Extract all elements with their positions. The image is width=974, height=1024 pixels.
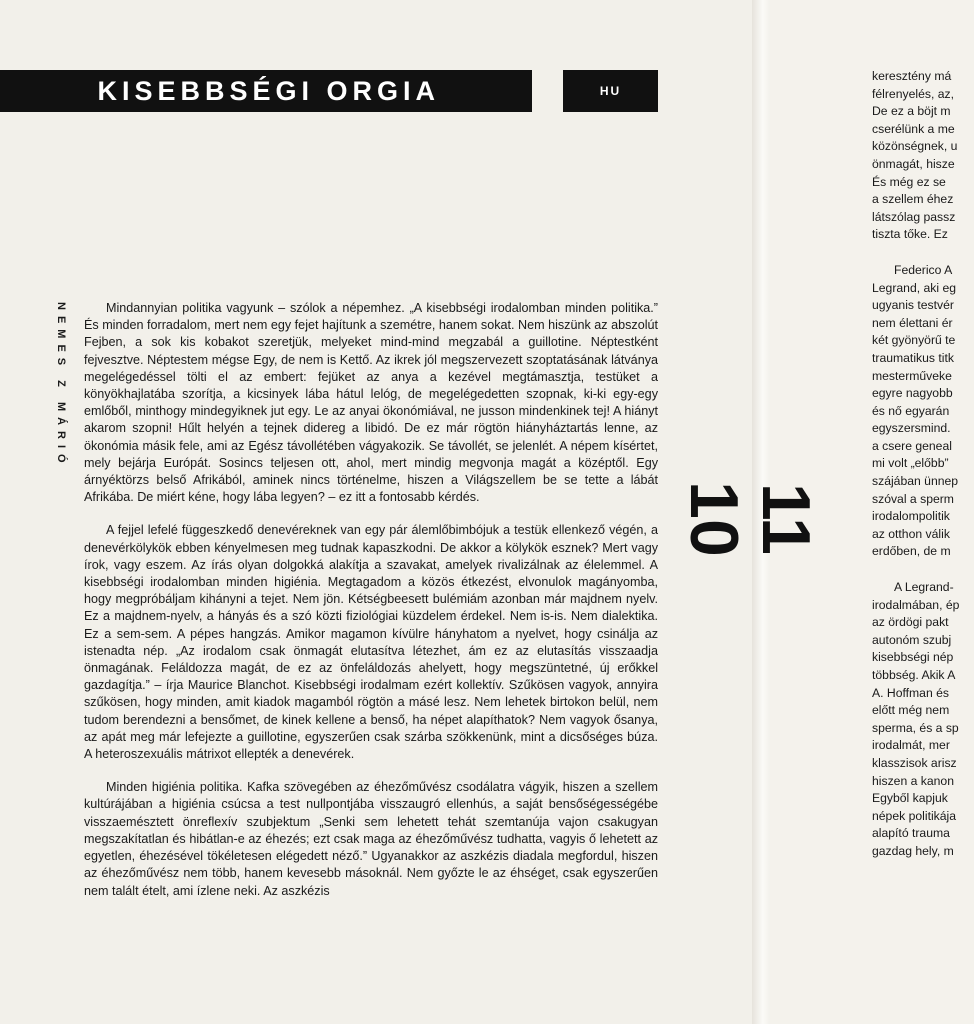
page-number-right: 11 (747, 483, 824, 555)
right-page-paragraph (872, 597, 974, 861)
right-page-line: a szellem éhez (872, 192, 954, 207)
right-page-line: alapító trauma (872, 826, 950, 841)
author-name: NEMES Z MÁRIÓ (55, 302, 67, 469)
right-page-paragraph (872, 68, 974, 244)
right-page-line: hiszen a kanon (872, 773, 954, 788)
right-page-line: Legrand, aki eg (872, 280, 957, 295)
right-page-line: erdőben, de m (872, 544, 951, 559)
right-page-line: gazdag hely, m (872, 843, 954, 858)
right-page-line: Egyből kapjuk (872, 791, 948, 806)
right-page-line: Federico A (894, 262, 953, 277)
right-page-line: sperma, és a sp (872, 720, 959, 735)
right-page-line: és nő egyarán (872, 403, 950, 418)
right-page-line: És még ez se (872, 174, 946, 189)
right-page-line: nem élettani ér (872, 315, 953, 330)
right-page-line: klasszisok arisz (872, 755, 957, 770)
right-page-line: A Legrand- (894, 580, 954, 595)
right-page-line: A. Hoffman és (872, 685, 949, 700)
right-page-line: közönségnek, u (872, 139, 958, 154)
right-page-line: autonóm szubj (872, 632, 952, 647)
right-page-line: kisebbségi nép (872, 650, 954, 665)
right-page-line: egyszersmind. (872, 421, 951, 436)
right-page-line: népek politikája (872, 808, 957, 823)
right-page-line: a csere geneal (872, 438, 952, 453)
title-bar (0, 70, 532, 112)
right-page-line: többség. Akik A (872, 668, 956, 682)
right-page-line: irodalmában, ép (872, 597, 960, 612)
right-page-line: tiszta tőke. Ez (872, 227, 948, 242)
right-page-line: az otthon válik (872, 526, 950, 541)
right-page-line: önmagát, hisze (872, 156, 955, 171)
right-page-line: cserélünk a me (872, 121, 955, 136)
paragraph: Minden higiénia politika. Kafka szövegében az éhezőművész csodálatra vágyik, hiszen a szellem kultúrájában a higiénia csúcsa a test nullpontjába visszaugró ellenhús, a saját bensőségességébe visszaemésztett önreflexív szubjektum „Senki sem lehetett tehát szemtanúja vajon csakugyan megszakítatlan és hibátlan-e az éhezés; ezt csak maga az éhezőművész tudhatta, vagyis ő lehetett az egyetlen, éhezésével tökéletesen elégedett néző.” Ugyanakkor az aszkézis diadala megfordul, hiszen az éhezőművész nem több, hanem kevesebb másoknál. Nem győzte le az éhséget, csak egyszerűen nem talált ételt, ami ízlene neki. Az aszkézis (84, 780, 658, 898)
language-code: HU (599, 84, 622, 98)
right-page-line: az ördögi pakt (872, 615, 949, 630)
right-page-line: előtt még nem (872, 703, 950, 718)
right-page-paragraph (872, 579, 974, 597)
right-page-line: félrenyelés, az, (872, 86, 954, 101)
article-body (84, 300, 658, 916)
paragraph: A fejjel lefelé függeszkedő denevéreknek van egy pár álemlőbimbójuk a testük ellenkező végén, a denevérkölykök ebben kényelmesen meg tudnak kapaszkodni. De akkor a kölykök esznek? Mert vagy írok, vagy eszem. Az írás olyan dolgokká alakítja a szavakat, amelyek rivalizálnak az élelemmel. A kisebbségi irodalomban minden higiénia. Megtagadom a közös étkezést, elvonulok magányomba, hogy megpróbáljam kihányni a tejet. Nem jön. Kétségbeesett bulémiám azonban már majdnem nyelv. Ez a majdnem-nyelv, a hányás és a szó közti fiziológiai küzdelem érdekel. Nem is-is. Nem dialektika. Ez a sem-sem. A pépes hangzás. Amikor magamon kívülre hányhatom a nyelvet, hogy csinálja az istenadta nép. „Az irodalom csak önmagát elutasítva létezhet, ám ez az elutasítás visszaadja önmagának. Feláldozza magát, de ez az önfeláldozás ahelyett, hogy megszüntetné, új erőkkel gazdagítja.” – írja Maurice Blanchot. Kisebbségi irodalmam ezért kollektív. Szűkösen vagyok, annyira szűkösen, hogy minden, amit kiadok magamból rögtön a másé lesz. Nem lehetek birtokon belül, nem tudom berendezni a bensőmet, de kinek kellene a benső, ha népet alapíthatok? Nem vagyok ősanya, az apát meg már lefejezte a guillotine, egyszerűen csak szárba szökkenünk, mint a dicsőséges búza. A heteroszexuális mátrixot ellepték a denevérek. (84, 523, 658, 762)
right-page-line: két gyönyörű te (872, 333, 956, 348)
article-title: KISEBBSÉGI ORGIA (97, 75, 440, 106)
right-page-line: traumatikus titk (872, 350, 954, 365)
right-page-line: irodalompolitik (872, 509, 950, 524)
right-page-paragraph (872, 280, 974, 562)
right-page-column (872, 68, 974, 879)
right-page-line: látszólag passz (872, 209, 956, 224)
right-page-line: keresztény má (872, 69, 952, 83)
right-page-line: mesterműveke (872, 368, 952, 383)
right-page-line: ugyanis testvér (872, 298, 954, 313)
right-page-paragraph (872, 262, 974, 280)
right-page-line: irodalmát, mer (872, 738, 950, 753)
right-page-line: szájában ünnep (872, 474, 959, 489)
right-page-line: egyre nagyobb (872, 386, 953, 401)
right-page-line: mi volt „előbb” (872, 456, 949, 471)
right-page-line: szóval a sperm (872, 491, 954, 506)
language-badge (563, 70, 658, 112)
page-number-left: 10 (675, 481, 752, 557)
right-page-line: De ez a böjt m (872, 104, 951, 119)
paragraph: Mindannyian politika vagyunk – szólok a népemhez. „A kisebbségi irodalomban minden politika.” És minden forradalom, mert nem egy fejet hajítunk a szemétre, hanem sokat. Nem hiszünk az abszolút Fejben, a sok kis kobakot szeretjük, melyeket mind-mind megzabál a guillotine. Néptestként fejvesztve. Néptestem mégse Egy, de nem is Kettő. Az ikrek jól megszervezett szoptatásának látványa megelégedéssel tölti el az embert: fejüket az anya a kezével megtámasztja, testüket a könyökhajlatába szorítja, a kicsinyek lába hátul lelóg, de megelégedetten szopnak, ki-ki egy-egy emlőből, minthogy mindegyiknek jut egy. Le az anyai ökonómiával, ne jusson mindenkinek tej! A hiányt akarom szopni! Hűlt helyén a tejnek didereg a libidó. De ez már rögtön hiányháztartás lenne, az ökonómia másik fele, ami az Egész távollétében vágyakozik. Se távollét, se jelenlét. A népem kísértet, mely bejárja Európát. Sosincs teljesen ott, ahol, mert mindig megvonja magát a középtől. Egy árnyéktörzs belső Afrikából, aminek nincs történelme, hiszen a Világszellem be se tette a lábát Afrikába. De miért kéne, hogy lába legyen? – ez itt a fontosabb kérdés. (84, 301, 658, 505)
